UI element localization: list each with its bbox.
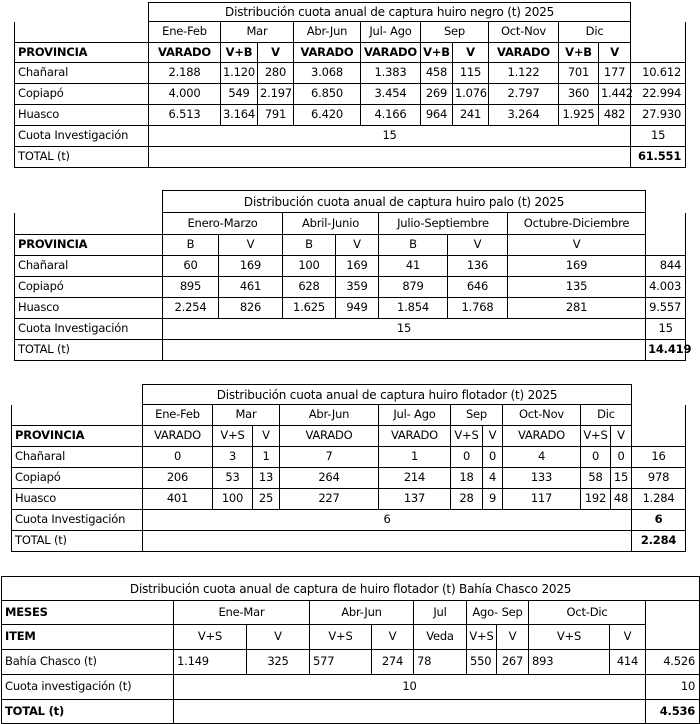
- cell: 9: [483, 489, 503, 510]
- cell: 1.768: [448, 298, 508, 319]
- province-name: Huasco: [15, 298, 163, 319]
- cell: 482: [599, 105, 631, 126]
- cell: 549: [221, 84, 258, 105]
- period-header: Dic: [581, 405, 632, 426]
- research-value: 10: [174, 675, 646, 700]
- cell: 826: [219, 298, 283, 319]
- cell: 48: [611, 489, 632, 510]
- period-header: Ene-Feb: [143, 405, 213, 426]
- research-label: Cuota investigación (t): [2, 675, 174, 700]
- period-header: Abr-Jun: [280, 405, 379, 426]
- row-total: 844: [646, 256, 686, 277]
- table-bahia-chasco: [1, 576, 700, 724]
- cell: 13: [253, 468, 280, 489]
- cell: 274: [372, 650, 414, 675]
- total-empty: [174, 700, 646, 724]
- cell: 1.122: [489, 63, 559, 84]
- cell: 949: [336, 298, 379, 319]
- grand-total: 4.536: [646, 700, 700, 724]
- row-total: 1.284: [632, 489, 686, 510]
- subheader: V+B: [421, 43, 453, 63]
- cell: 1.076: [453, 84, 489, 105]
- cell: 15: [611, 468, 632, 489]
- subheader: V+S: [467, 625, 497, 650]
- cell: 401: [143, 489, 213, 510]
- cell: 359: [336, 277, 379, 298]
- province-name: Chañaral: [15, 256, 163, 277]
- cell: 0: [581, 447, 611, 468]
- cell: 0: [143, 447, 213, 468]
- province-name: Copiapó: [15, 277, 163, 298]
- subheader: V: [483, 426, 503, 447]
- research-value: 15: [149, 126, 631, 147]
- period-header: Ene-Feb: [149, 22, 221, 43]
- cell: 3: [213, 447, 253, 468]
- cell: 4.166: [361, 105, 421, 126]
- months-label: MESES: [2, 601, 174, 625]
- table-title: Distribución cuota anual de captura huiro palo (t) 2025: [163, 191, 646, 213]
- cell: 1.925: [559, 105, 599, 126]
- subheader: V: [247, 625, 310, 650]
- cell: 6.513: [149, 105, 221, 126]
- research-row: [15, 126, 686, 147]
- cell: 325: [247, 650, 310, 675]
- subheader: V: [336, 235, 379, 256]
- province-name: Chañaral: [15, 63, 149, 84]
- cell: 879: [379, 277, 448, 298]
- cell: 6.850: [294, 84, 361, 105]
- cell: 53: [213, 468, 253, 489]
- total-row: [2, 700, 700, 724]
- cell: 2.254: [163, 298, 219, 319]
- cell: 1: [379, 447, 451, 468]
- total-label: TOTAL (t): [12, 531, 143, 552]
- subheader: V+S: [451, 426, 483, 447]
- period-header: Ago- Sep: [467, 601, 529, 625]
- subheader: Veda: [414, 625, 467, 650]
- cell: 169: [508, 256, 646, 277]
- row-total: 27.930: [631, 105, 686, 126]
- cell: 4.000: [149, 84, 221, 105]
- period-header: Octubre-Diciembre: [508, 213, 646, 235]
- table-row: [2, 650, 700, 675]
- period-header: Jul- Ago: [361, 22, 421, 43]
- cell: 264: [280, 468, 379, 489]
- cell: 895: [163, 277, 219, 298]
- province-name: Copiapó: [12, 468, 143, 489]
- cell: 100: [213, 489, 253, 510]
- table-title: Distribución cuota anual de captura huiro flotador (t) 2025: [143, 385, 632, 405]
- period-header: Oct-Nov: [503, 405, 581, 426]
- subheader: B: [283, 235, 336, 256]
- subheader: V+S: [174, 625, 247, 650]
- research-total: 6: [632, 510, 686, 531]
- subheader: B: [163, 235, 219, 256]
- cell: 78: [414, 650, 467, 675]
- row-total: 16: [632, 447, 686, 468]
- research-label: Cuota Investigación: [15, 126, 149, 147]
- table-row: [15, 298, 686, 319]
- cell: 25: [253, 489, 280, 510]
- period-header: Ene-Mar: [174, 601, 310, 625]
- period-header: Sep: [421, 22, 489, 43]
- cell: 133: [503, 468, 581, 489]
- period-header: Julio-Septiembre: [379, 213, 508, 235]
- table-row: [12, 447, 686, 468]
- subheader: V: [448, 235, 508, 256]
- table-row: [15, 105, 686, 126]
- cell: 2.188: [149, 63, 221, 84]
- subheader: V: [611, 426, 632, 447]
- item-label: ITEM: [2, 625, 174, 650]
- subheader: V: [497, 625, 529, 650]
- cell: 7: [280, 447, 379, 468]
- province-name: Huasco: [15, 105, 149, 126]
- research-label: Cuota Investigación: [15, 319, 163, 340]
- period-header: Mar: [221, 22, 294, 43]
- period-header: Abril-Junio: [283, 213, 379, 235]
- subheader: V+S: [529, 625, 610, 650]
- grand-total: 2.284: [632, 531, 686, 552]
- total-row: [12, 531, 686, 552]
- table-row: [15, 277, 686, 298]
- research-value: 6: [143, 510, 632, 531]
- subheader: V: [258, 43, 294, 63]
- cell: 1.120: [221, 63, 258, 84]
- row-total: 4.526: [646, 650, 700, 675]
- research-label: Cuota Investigación: [12, 510, 143, 531]
- cell: 267: [497, 650, 529, 675]
- subheader: V+S: [581, 426, 611, 447]
- subheader: V: [253, 426, 280, 447]
- cell: 1.442: [599, 84, 631, 105]
- cell: 2.797: [489, 84, 559, 105]
- grand-total: 61.551: [631, 147, 686, 168]
- cell: 3.164: [221, 105, 258, 126]
- cell: 169: [219, 256, 283, 277]
- cell: 3.068: [294, 63, 361, 84]
- table-row: [12, 468, 686, 489]
- cell: 3.454: [361, 84, 421, 105]
- table-row: [15, 84, 686, 105]
- total-empty: [163, 340, 646, 361]
- subheader: VARADO: [294, 43, 361, 63]
- cell: 1.854: [379, 298, 448, 319]
- subheader: V: [610, 625, 646, 650]
- period-header: Oct-Dic: [529, 601, 646, 625]
- cell: 269: [421, 84, 453, 105]
- period-header: Mar: [213, 405, 280, 426]
- research-row: [12, 510, 686, 531]
- subheader: VARADO: [143, 426, 213, 447]
- total-label: TOTAL (t): [15, 147, 149, 168]
- research-row: [15, 319, 686, 340]
- total-empty: [143, 531, 632, 552]
- table-huiro-negro: [14, 2, 686, 168]
- subheader: VARADO: [489, 43, 559, 63]
- cell: 117: [503, 489, 581, 510]
- total-empty: [149, 147, 631, 168]
- table-huiro-palo: [14, 190, 692, 361]
- cell: 360: [559, 84, 599, 105]
- period-header: Sep: [451, 405, 503, 426]
- table-row: [15, 256, 686, 277]
- subheader: V: [599, 43, 631, 63]
- cell: 701: [559, 63, 599, 84]
- subheader: V+B: [559, 43, 599, 63]
- cell: 646: [448, 277, 508, 298]
- period-header: Abr-Jun: [294, 22, 361, 43]
- cell: 0: [451, 447, 483, 468]
- subheader: VARADO: [379, 426, 451, 447]
- period-header: Abr-Jun: [310, 601, 414, 625]
- subheader: V: [453, 43, 489, 63]
- cell: 1.149: [174, 650, 247, 675]
- table-title: Distribución cuota anual de captura huiro negro (t) 2025: [149, 3, 631, 22]
- subheader: V+B: [221, 43, 258, 63]
- cell: 137: [379, 489, 451, 510]
- location-name: Bahía Chasco (t): [2, 650, 174, 675]
- cell: 214: [379, 468, 451, 489]
- row-total: 978: [632, 468, 686, 489]
- row-header: PROVINCIA: [15, 235, 163, 256]
- cell: 206: [143, 468, 213, 489]
- total-label: TOTAL (t): [15, 340, 163, 361]
- research-total: 10: [646, 675, 700, 700]
- research-total: 15: [646, 319, 686, 340]
- subheader: V+S: [310, 625, 372, 650]
- period-header: Enero-Marzo: [163, 213, 283, 235]
- cell: 135: [508, 277, 646, 298]
- cell: 577: [310, 650, 372, 675]
- cell: 414: [610, 650, 646, 675]
- cell: 136: [448, 256, 508, 277]
- cell: 0: [483, 447, 503, 468]
- cell: 28: [451, 489, 483, 510]
- table-huiro-flotador: [11, 384, 686, 552]
- cell: 0: [611, 447, 632, 468]
- cell: 893: [529, 650, 610, 675]
- research-value: 15: [163, 319, 646, 340]
- total-row: [15, 340, 686, 361]
- row-header: PROVINCIA: [12, 426, 143, 447]
- cell: 3.264: [489, 105, 559, 126]
- cell: 60: [163, 256, 219, 277]
- cell: 100: [283, 256, 336, 277]
- cell: 461: [219, 277, 283, 298]
- total-row: [15, 147, 686, 168]
- cell: 550: [467, 650, 497, 675]
- cell: 169: [336, 256, 379, 277]
- cell: 115: [453, 63, 489, 84]
- cell: 241: [453, 105, 489, 126]
- cell: 964: [421, 105, 453, 126]
- total-label: TOTAL (t): [2, 700, 174, 724]
- cell: 281: [508, 298, 646, 319]
- cell: 2.197: [258, 84, 294, 105]
- cell: 58: [581, 468, 611, 489]
- subheader: B: [379, 235, 448, 256]
- period-header: Jul- Ago: [379, 405, 451, 426]
- subheader: VARADO: [280, 426, 379, 447]
- row-total: 9.557: [646, 298, 686, 319]
- cell: 4: [483, 468, 503, 489]
- period-header: Dic: [559, 22, 631, 43]
- cell: 628: [283, 277, 336, 298]
- cell: 1.625: [283, 298, 336, 319]
- subheader: VARADO: [149, 43, 221, 63]
- cell: 1: [253, 447, 280, 468]
- cell: 6.420: [294, 105, 361, 126]
- research-total: 15: [631, 126, 686, 147]
- subheader: VARADO: [361, 43, 421, 63]
- cell: 791: [258, 105, 294, 126]
- row-total: 10.612: [631, 63, 686, 84]
- cell: 177: [599, 63, 631, 84]
- period-header: Jul: [414, 601, 467, 625]
- row-header: PROVINCIA: [15, 43, 149, 63]
- subheader: V: [219, 235, 283, 256]
- cell: 280: [258, 63, 294, 84]
- subheader: V: [508, 235, 646, 256]
- table-row: [15, 63, 686, 84]
- subheader: V: [372, 625, 414, 650]
- province-name: Chañaral: [12, 447, 143, 468]
- cell: 4: [503, 447, 581, 468]
- grand-total: 14.419: [646, 340, 686, 361]
- subheader: VARADO: [503, 426, 581, 447]
- period-header: Oct-Nov: [489, 22, 559, 43]
- row-total: 22.994: [631, 84, 686, 105]
- cell: 1.383: [361, 63, 421, 84]
- cell: 192: [581, 489, 611, 510]
- cell: 227: [280, 489, 379, 510]
- cell: 458: [421, 63, 453, 84]
- province-name: Copiapó: [15, 84, 149, 105]
- research-row: [2, 675, 700, 700]
- row-total: 4.003: [646, 277, 686, 298]
- table-row: [12, 489, 686, 510]
- cell: 41: [379, 256, 448, 277]
- cell: 18: [451, 468, 483, 489]
- subheader: V+S: [213, 426, 253, 447]
- table-title: Distribución cuota anual de captura de huiro flotador (t) Bahía Chasco 2025: [2, 577, 700, 601]
- province-name: Huasco: [12, 489, 143, 510]
